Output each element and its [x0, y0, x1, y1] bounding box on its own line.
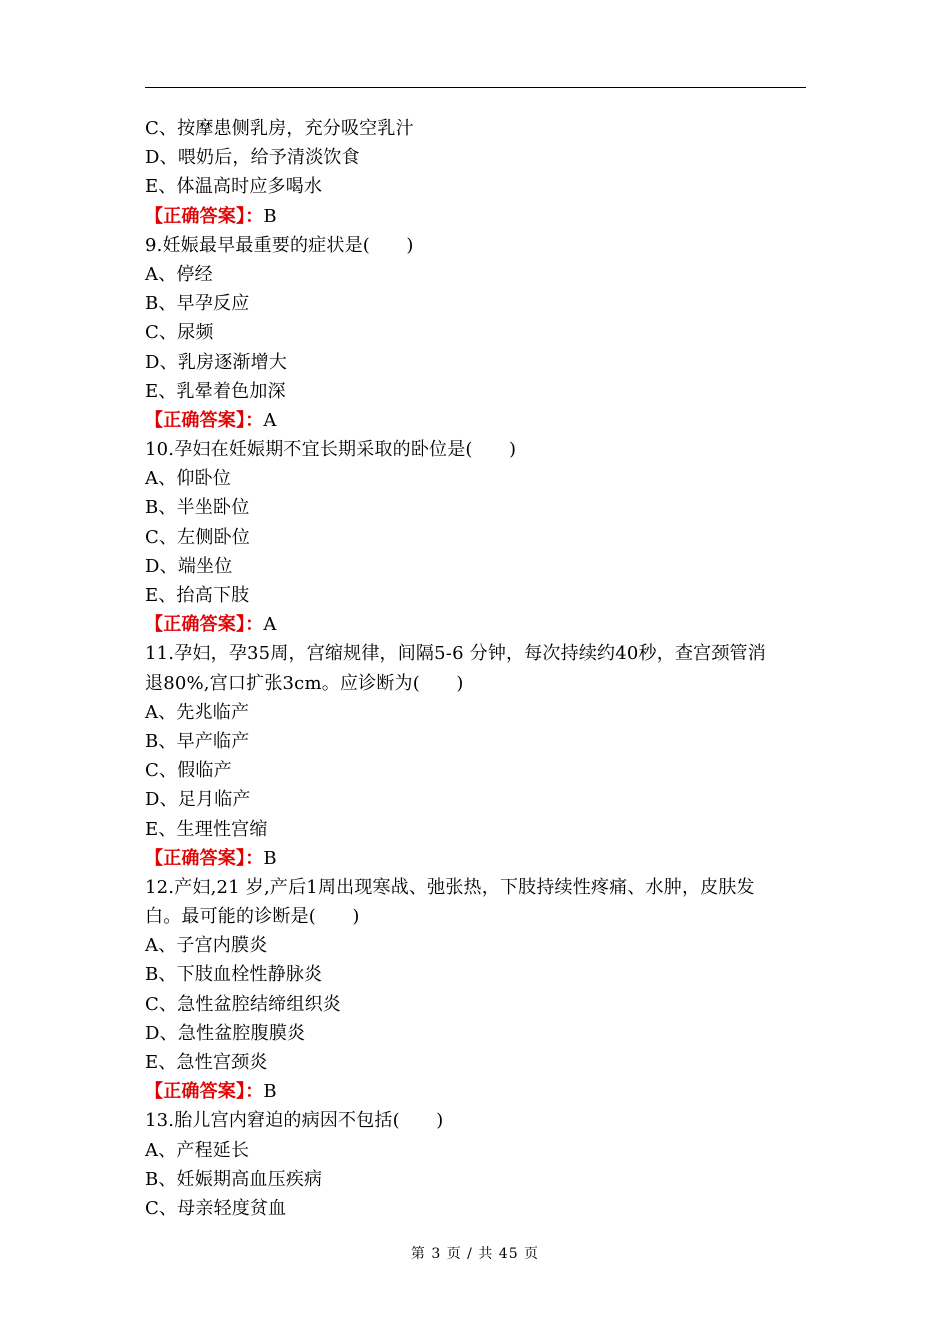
- page-number: 第 3 页 / 共 45 页: [410, 1246, 540, 1262]
- correct-answer-line: [145, 406, 806, 435]
- answer-option: D、喂奶后，给予清淡饮食: [145, 147, 360, 169]
- answer-option: B、半坐卧位: [145, 497, 250, 519]
- answer-option: C、假临产: [145, 760, 232, 782]
- correct-answer-line: [145, 1077, 806, 1106]
- answer-option: B、早产临产: [145, 730, 250, 752]
- correct-answer-label: 【正确答案】：: [145, 847, 264, 869]
- answer-option: D、足月临产: [145, 789, 251, 811]
- answer-option: C、尿频: [145, 322, 214, 344]
- answer-option: C、按摩患侧乳房，充分吸空乳汁: [145, 118, 414, 139]
- answer-option: C、母亲轻度贫血: [145, 1197, 287, 1219]
- question-text: 退80%,宫口扩张3cm。应诊断为( ): [145, 672, 464, 694]
- correct-answer-line: [145, 202, 806, 231]
- question-text: 13.胎儿宫内窘迫的病因不包括( ): [145, 1110, 444, 1132]
- answer-option: C、左侧卧位: [145, 526, 250, 548]
- question-text: 9.妊娠最早最重要的症状是( ): [145, 234, 414, 256]
- question-text: 10.孕妇在妊娠期不宜长期采取的卧位是( ): [145, 439, 517, 461]
- answer-option: A、产程延长: [145, 1139, 250, 1161]
- question-text: 11.孕妇，孕35周，宫缩规律，间隔5-6 分钟，每次持续约40秒，查宫颈管消: [145, 643, 766, 665]
- answer-option: A、先兆临产: [145, 701, 250, 723]
- question-text: 白。最可能的诊断是( ): [145, 906, 360, 928]
- answer-option: A、仰卧位: [145, 468, 231, 490]
- answer-option: D、端坐位: [145, 555, 233, 577]
- header-rule: [145, 87, 806, 88]
- answer-option: E、体温高时应多喝水: [145, 176, 323, 198]
- answer-option: A、子宫内膜炎: [145, 935, 268, 957]
- answer-option: D、乳房逐渐增大: [145, 351, 288, 373]
- correct-answer-label: 【正确答案】：: [145, 205, 264, 227]
- answer-option: B、妊娠期高血压疾病: [145, 1168, 323, 1190]
- correct-answer-value: B: [263, 205, 277, 227]
- answer-option: C、急性盆腔结缔组织炎: [145, 993, 341, 1015]
- correct-answer-value: A: [263, 614, 277, 636]
- correct-answer-line: [145, 610, 806, 639]
- answer-option: E、乳晕着色加深: [145, 380, 286, 402]
- correct-answer-line: [145, 844, 806, 873]
- correct-answer-label: 【正确答案】：: [145, 409, 264, 431]
- answer-option: B、下肢血栓性静脉炎: [145, 964, 323, 986]
- answer-option: A、停经: [145, 263, 213, 285]
- document-body: [145, 114, 806, 1223]
- answer-option: B、早孕反应: [145, 293, 250, 315]
- answer-option: E、急性宫颈炎: [145, 1052, 268, 1073]
- answer-option: E、抬高下肢: [145, 585, 250, 606]
- question-text: 12.产妇,21 岁,产后1周出现寒战、弛张热，下肢持续性疼痛、水肿，皮肤发: [145, 876, 755, 898]
- correct-answer-label: 【正确答案】：: [145, 1081, 264, 1103]
- answer-option: E、生理性宫缩: [145, 818, 268, 840]
- correct-answer-value: B: [263, 1081, 277, 1103]
- correct-answer-value: B: [263, 847, 277, 869]
- correct-answer-value: A: [263, 409, 277, 431]
- correct-answer-label: 【正确答案】：: [145, 614, 264, 636]
- answer-option: D、急性盆腔腹膜炎: [145, 1022, 306, 1044]
